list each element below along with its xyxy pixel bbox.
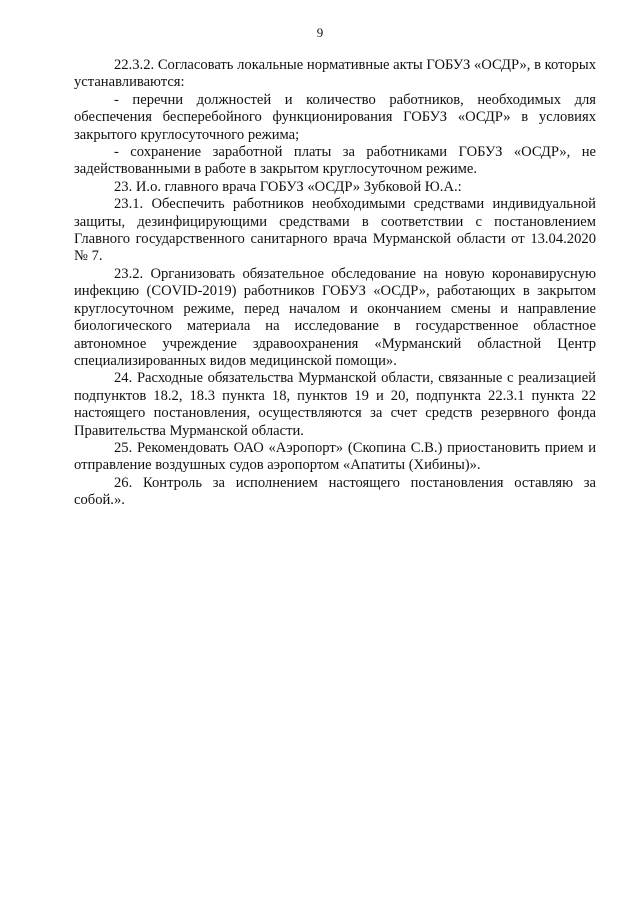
paragraph-24: 24. Расходные обязательства Мурманской области, связанные с реализацией подпунктов 18.2, 18.3 пункта 18, пунктов 19 и 20, подпункта 22.3.1 пункта 22 настоящего постановления, осуществляются за счет средств резервного фонда Правительства Мурманской области. xyxy=(74,370,596,439)
paragraph-22-3-2: 22.3.2. Согласовать локальные нормативные акты ГОБУЗ «ОСДР», в которых устанавливаются: xyxy=(74,57,596,91)
paragraph-23: 23. И.о. главного врача ГОБУЗ «ОСДР» Зубковой Ю.А.: xyxy=(114,178,462,195)
document-body xyxy=(74,57,596,510)
paragraph-23-1: 23.1. Обеспечить работников необходимыми средствами индивидуальной защиты, дезинфицирующими средствами в соответствии с постановлением Главного государственного санитарного врача Мурманской области от 13.04.2020 № 7. xyxy=(74,196,596,265)
paragraph-25: 25. Рекомендовать ОАО «Аэропорт» (Скопина С.В.) приостановить прием и отправление воздушных судов аэропортом «Апатиты (Хибины)». xyxy=(74,439,596,474)
paragraph-26: 26. Контроль за исполнением настоящего постановления оставляю за собой.». xyxy=(74,474,596,509)
paragraph-23-2: 23.2. Организовать обязательное обследование на новую коронавирусную инфекцию (COVID-2019) работников ГОБУЗ «ОСДР», работающих в закрытом круглосуточном режиме, перед началом и окончанием смены и направление биологического материала на исследование в государственное областное автономное учреждение здравоохранения «Мурманский областной Центр специализированных видов медицинской помощи». xyxy=(74,265,596,369)
paragraph-22-3-2-item-2: - сохранение заработной платы за работниками ГОБУЗ «ОСДР», не задействованными в работе в закрытом круглосуточном режиме. xyxy=(74,144,596,178)
paragraph-22-3-2-item-1: - перечни должностей и количество работников, необходимых для обеспечения бесперебойного функционирования ГОБУЗ «ОСДР» в условиях закрытого круглосуточного режима; xyxy=(74,91,596,143)
page-number: 9 xyxy=(316,25,324,40)
